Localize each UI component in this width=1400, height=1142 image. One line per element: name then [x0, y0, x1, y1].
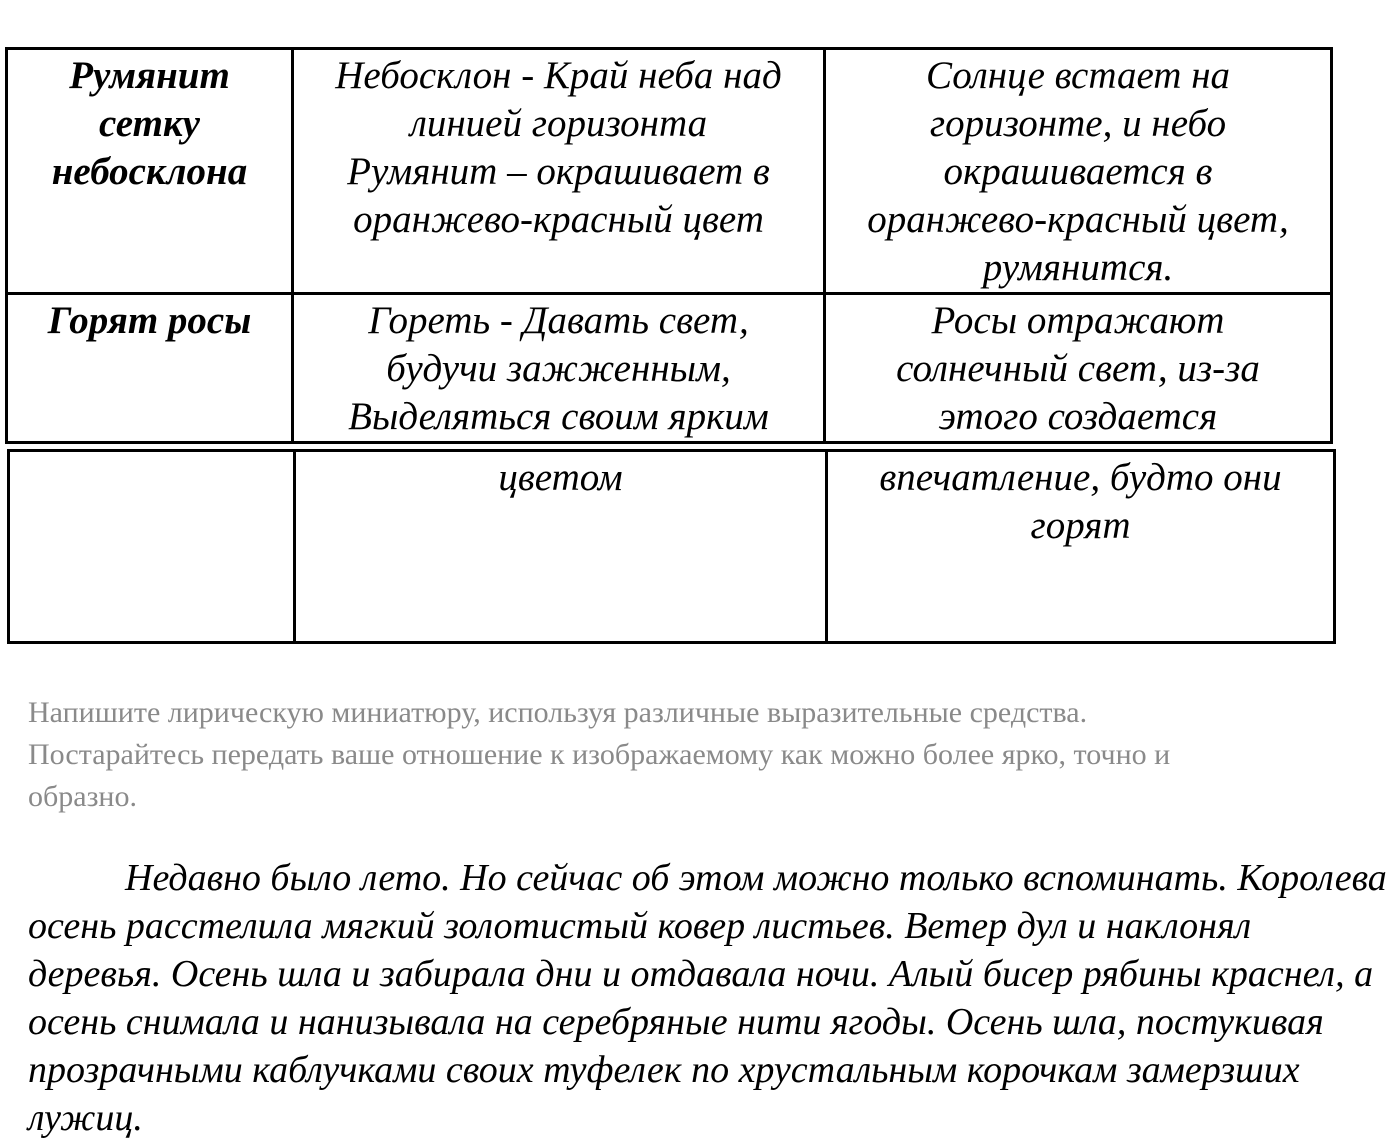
- meaning-line: Небосклон - Край неба над: [335, 54, 782, 97]
- explanation-line: горят: [1030, 504, 1131, 547]
- task-line: Напишите лирическую миниатюру, используя различные выразительные средства.: [28, 696, 1088, 729]
- term-cell: [9, 451, 295, 643]
- term-line: Румянит: [69, 54, 230, 97]
- explanation-line: этого создается: [938, 395, 1218, 438]
- table-row: [7, 49, 1332, 294]
- meaning-line: будучи зажженным,: [386, 347, 731, 390]
- term-line: Горят росы: [47, 299, 252, 342]
- explanation-line: впечатление, будто они: [879, 456, 1282, 499]
- term-line: небосклона: [51, 150, 248, 193]
- explanation-line: Солнце встает на: [925, 54, 1231, 97]
- meaning-cell: [295, 451, 827, 643]
- explanation-line: солнечный свет, из-за: [896, 347, 1260, 390]
- explanation-line: оранжево-красный цвет,: [867, 198, 1289, 241]
- table-row: [9, 451, 1335, 643]
- vocabulary-table-continuation: [7, 449, 1336, 644]
- meaning-line: Гореть - Давать свет,: [368, 299, 749, 342]
- meaning-line: оранжево-красный цвет: [353, 198, 764, 241]
- explanation-line: окрашивается в: [943, 150, 1213, 193]
- meaning-line: Румянит – окрашивает в: [347, 150, 770, 193]
- task-line: Постарайтесь передать ваше отношение к изображаемому как можно более ярко, точно и: [28, 738, 1171, 771]
- term-cell: [7, 294, 293, 443]
- task-line: образно.: [28, 780, 137, 813]
- meaning-cell: [293, 49, 825, 294]
- meaning-line: Выделяться своим ярким: [348, 395, 769, 438]
- explanation-line: горизонте, и небо: [929, 102, 1227, 145]
- meaning-cell: [293, 294, 825, 443]
- explanation-cell: [825, 294, 1332, 443]
- explanation-line: румянится.: [982, 246, 1174, 289]
- vocabulary-table-top: [5, 47, 1333, 444]
- task-instruction: [28, 692, 1400, 818]
- explanation-cell: [825, 49, 1332, 294]
- term-line: сетку: [98, 102, 200, 145]
- explanation-cell: [827, 451, 1335, 643]
- term-cell: [7, 49, 293, 294]
- explanation-line: Росы отражают: [931, 299, 1225, 342]
- table-row: [7, 294, 1332, 443]
- lyrical-miniature-text: Недавно было лето. Но сейчас об этом можно только вспоминать. Королева осень расстелила мягкий золотистый ковер листьев. Ветер дул и наклонял деревья. Осень шла и забирала дни и отдавала ночи. Алый бисер рябины краснел, а осень снимала и нанизывала на серебряные нити ягоды. Осень шла, постукивая прозрачными каблучками своих туфелек по хрустальным корочкам замерзших лужиц.: [28, 857, 1387, 1139]
- meaning-line: линией горизонта: [409, 102, 708, 145]
- meaning-line: цветом: [498, 456, 623, 499]
